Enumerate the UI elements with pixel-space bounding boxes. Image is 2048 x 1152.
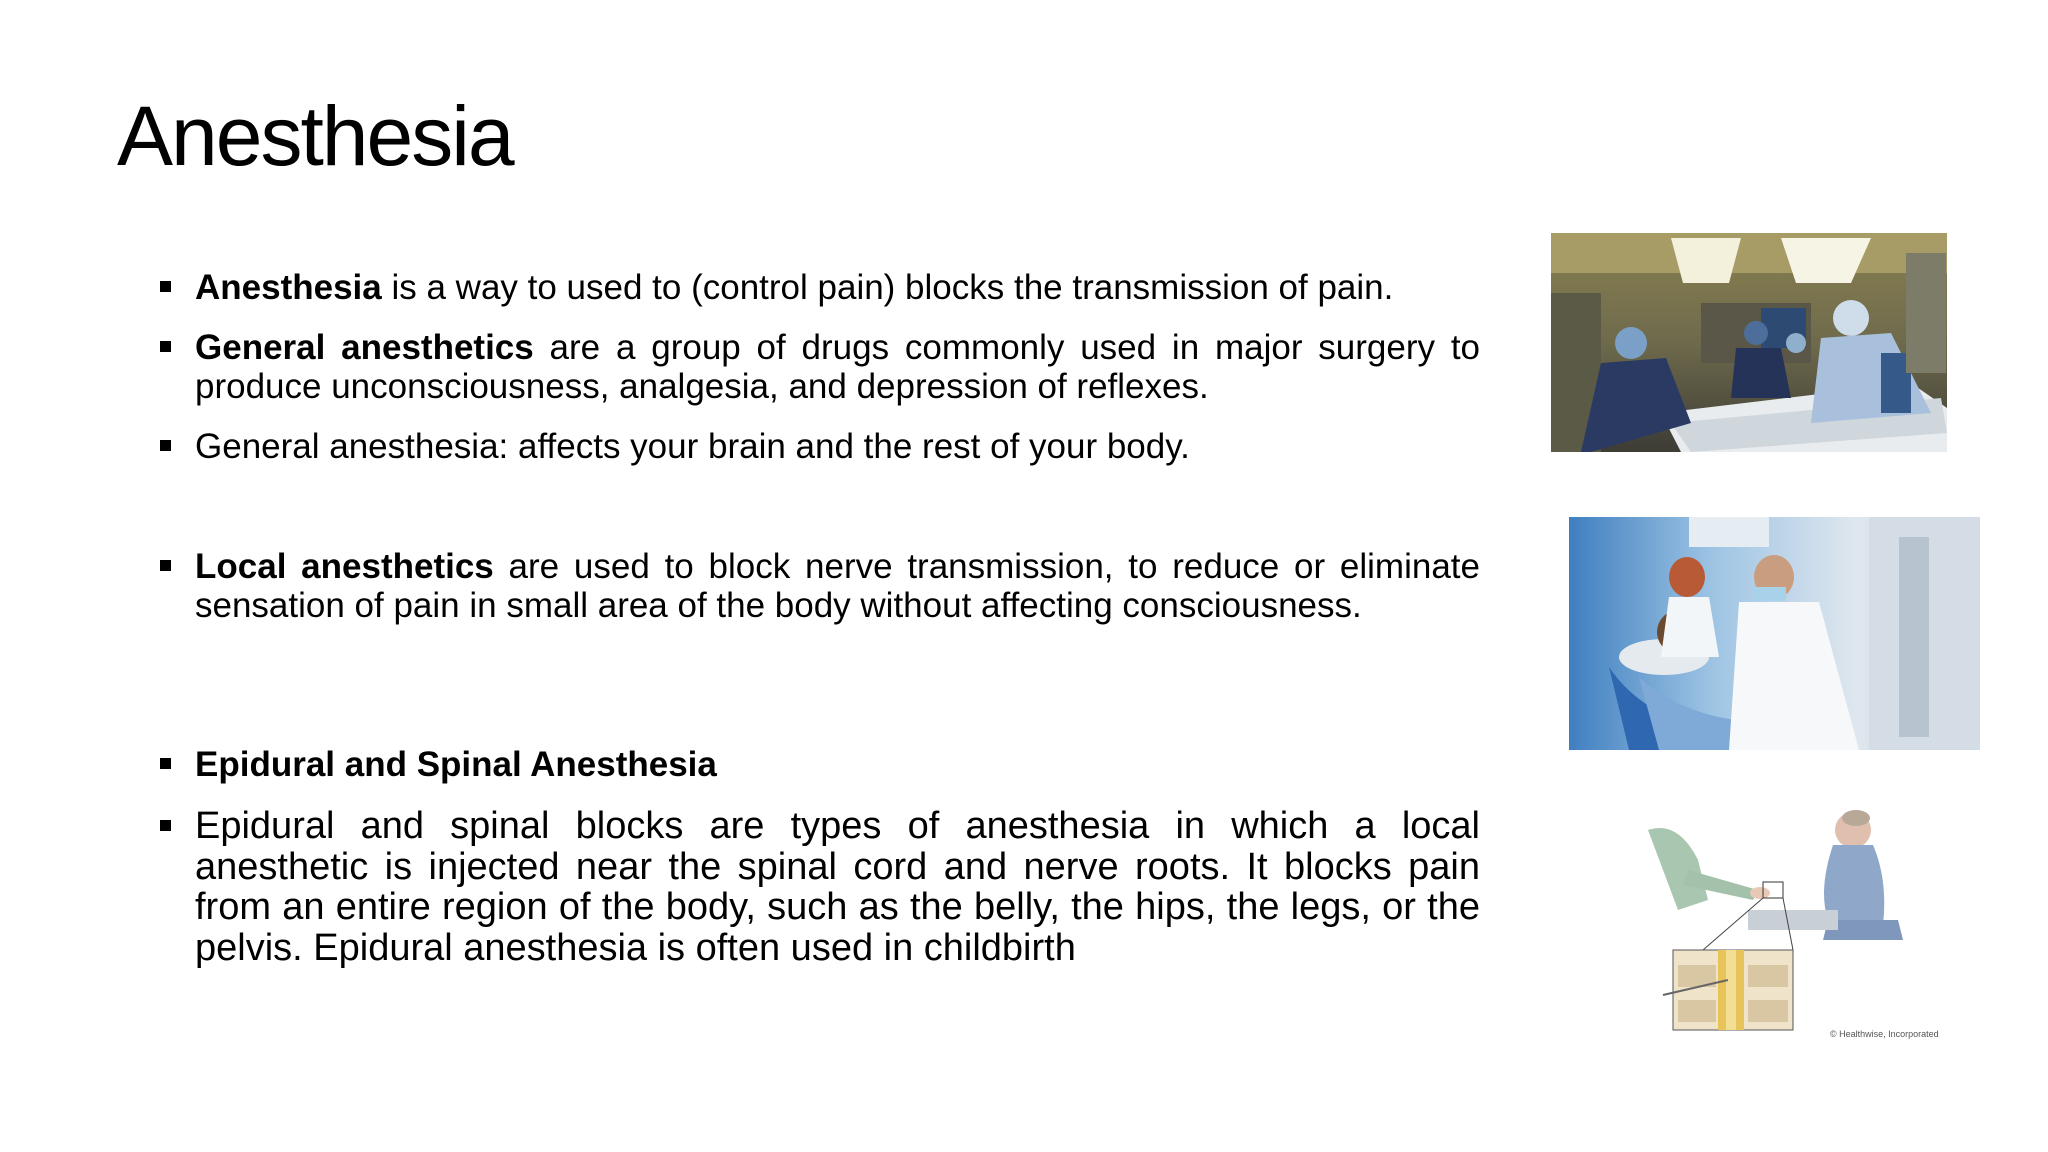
epidural-illustration	[1648, 800, 1948, 1045]
surgery-photo	[1551, 233, 1947, 452]
bullet-item	[157, 427, 1480, 466]
bullet-marker	[160, 440, 171, 451]
bullet-text: are used to block nerve transmission, to reduce or eliminate sensation of pain in small area of the body without affecting consciousness.	[195, 547, 1480, 625]
bullet-text: is a way to used to (control pain) blocks the transmission of pain.	[381, 268, 1394, 307]
bullet-item	[157, 745, 1480, 784]
bullet-bold: Anesthesia	[195, 268, 382, 307]
bullet-text: General anesthesia: affects your brain and the rest of your body.	[195, 427, 1190, 466]
bullet-marker	[160, 341, 171, 352]
bullet-text: are a group of drugs commonly used in major surgery to produce unconsciousness, analgesia, and depression of reflexes.	[195, 328, 1481, 406]
image-credit: © Healthwise, Incorporated	[1830, 1029, 1939, 1039]
bullet-bold: Local anesthetics	[195, 547, 494, 586]
bullet-bold: General anesthetics	[195, 328, 534, 367]
bullet-item	[157, 806, 1480, 968]
bullet-item	[157, 328, 1480, 406]
slide-title: Anesthesia	[117, 89, 513, 183]
bullet-marker	[160, 281, 171, 292]
bullet-bold: Epidural and Spinal Anesthesia	[195, 745, 717, 784]
bullet-item	[157, 547, 1480, 625]
bullet-text: Epidural and spinal blocks are types of anesthesia in which a local anesthetic is injected near the spinal cord and nerve roots. It blocks pain from an entire region of the body, such as the belly, the hips, the legs, or the pelvis. Epidural anesthesia is often used in childbirth	[195, 805, 1480, 969]
dental-photo	[1569, 517, 1980, 750]
bullet-marker	[160, 758, 171, 769]
bullet-marker	[160, 820, 171, 831]
bullet-item	[157, 268, 1480, 307]
bullet-marker	[160, 560, 171, 571]
